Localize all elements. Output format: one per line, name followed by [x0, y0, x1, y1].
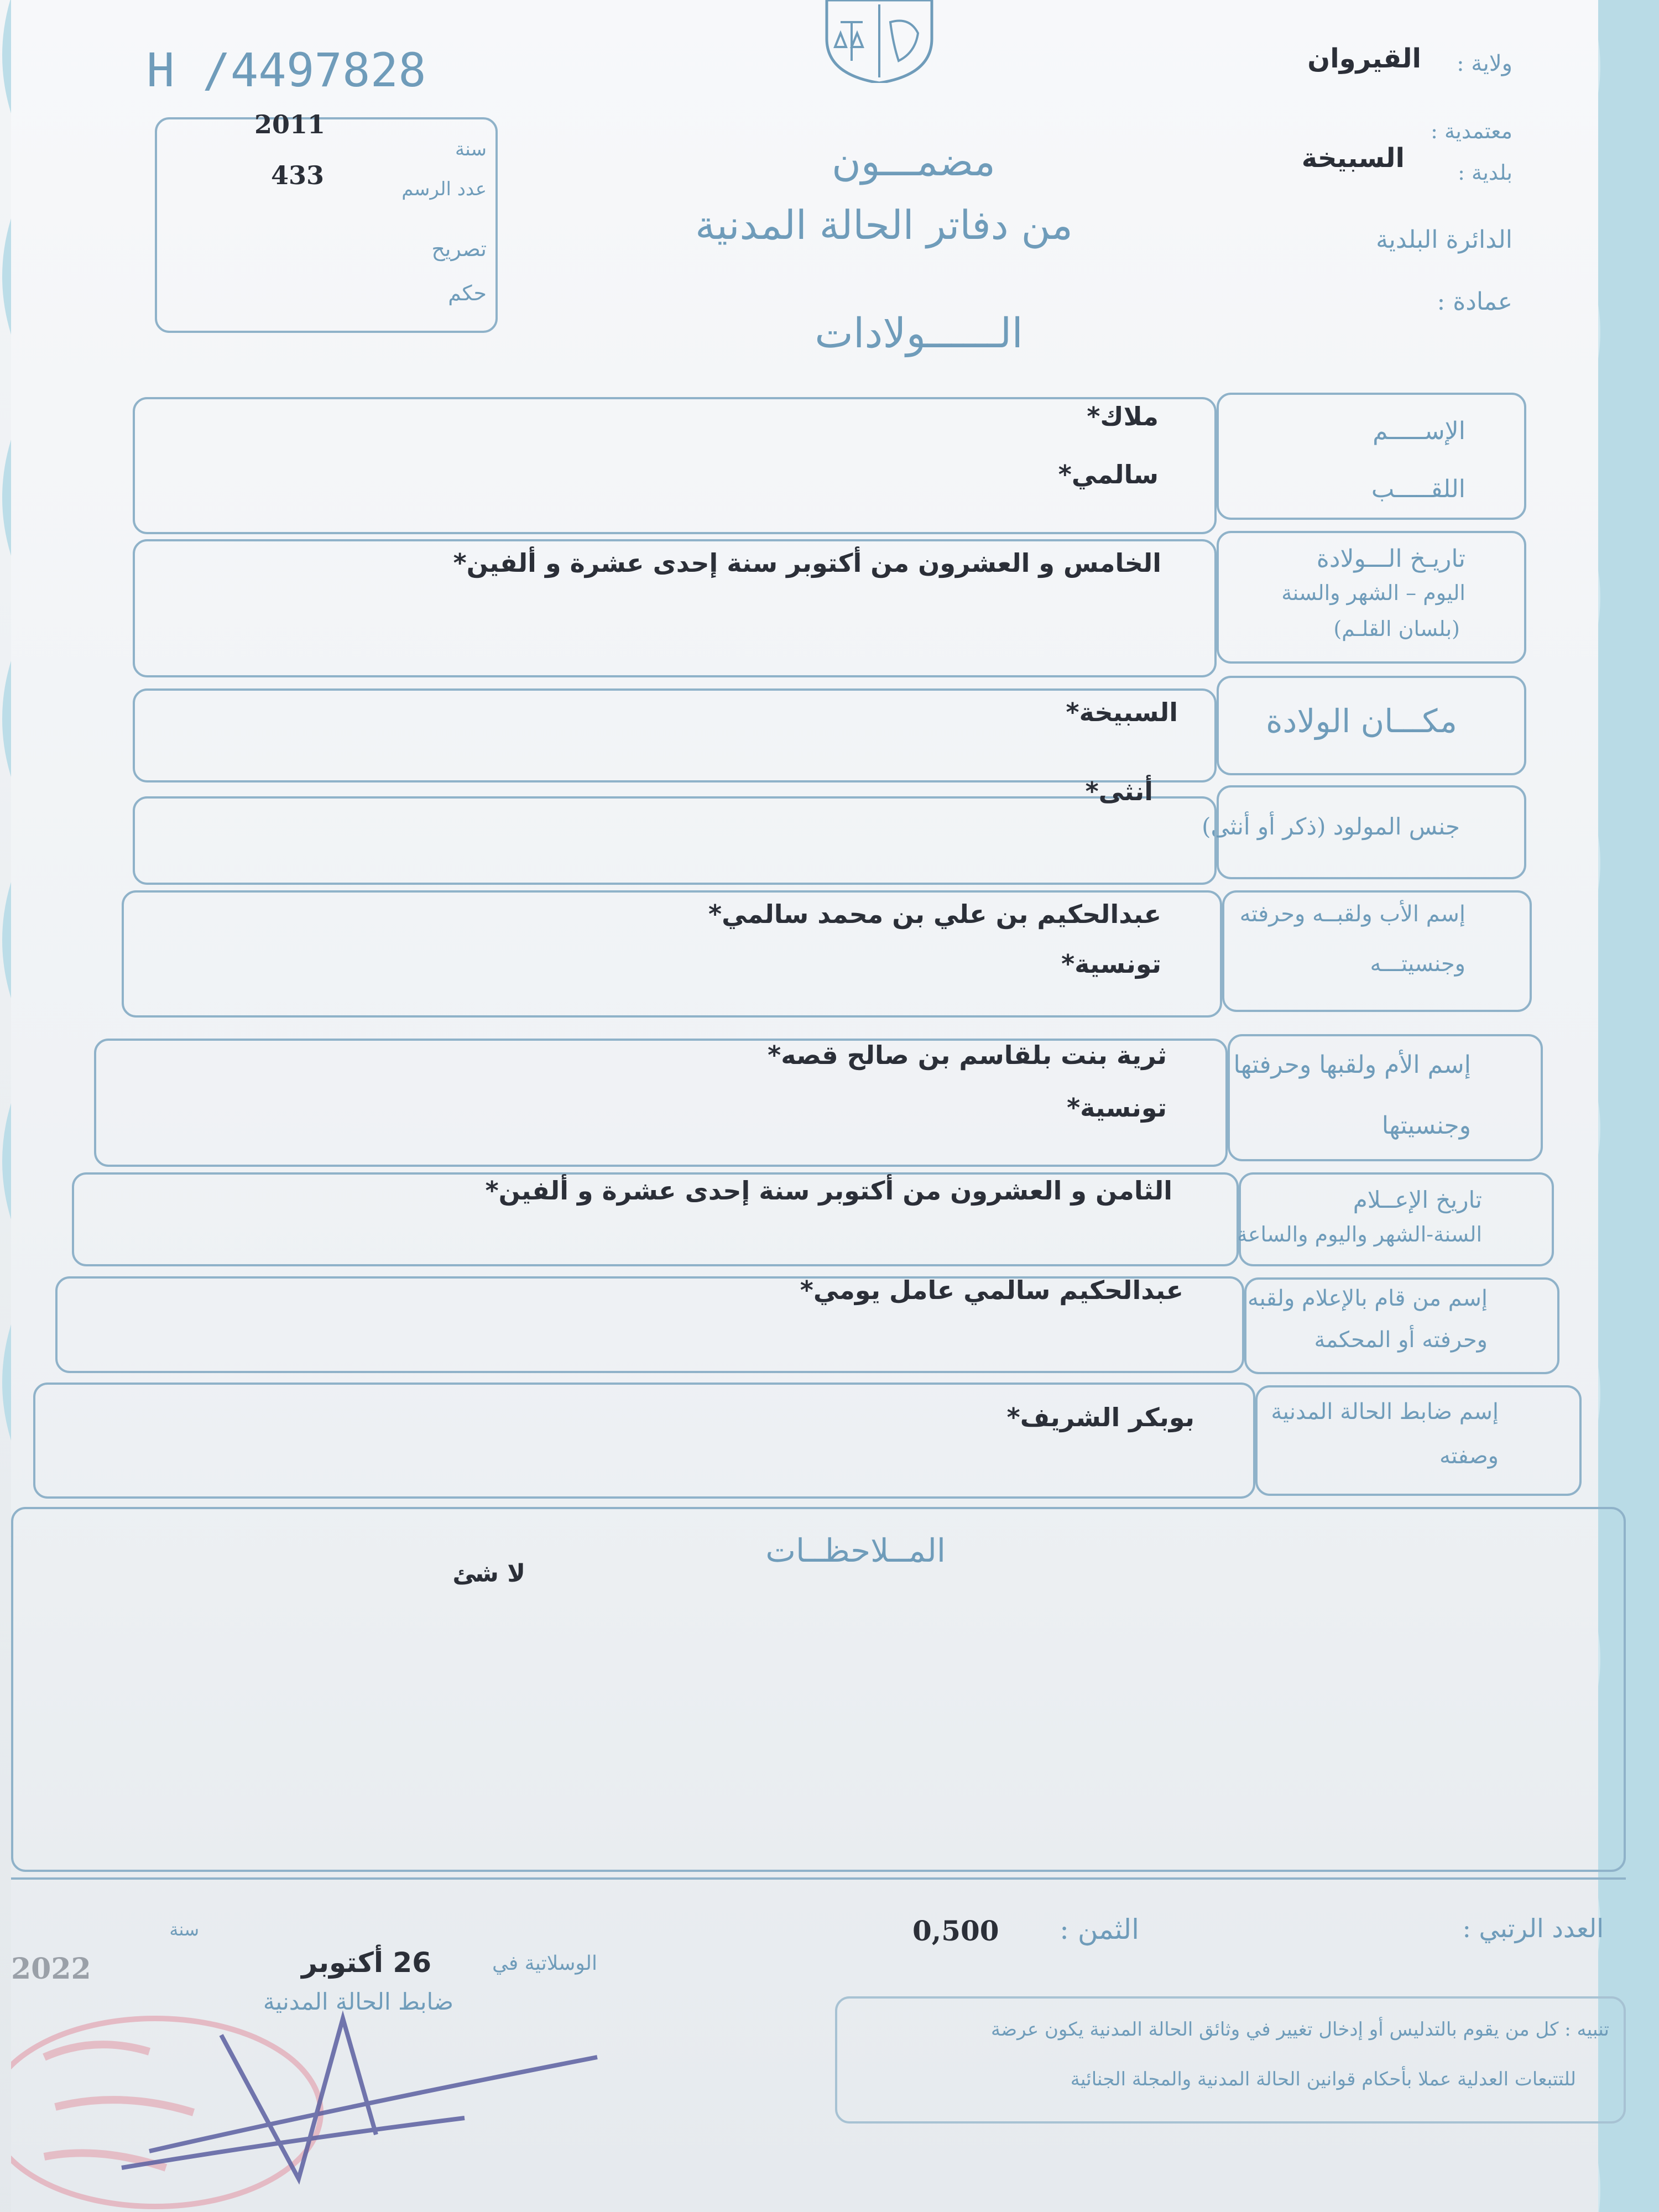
delegation-label: معتمدية :	[1431, 119, 1512, 143]
row-name-label-2: اللقـــــب	[1371, 475, 1465, 503]
birth-date-value: الخامس و العشرون من أكتوبر سنة إحدى عشرة و ألفين*	[453, 548, 1161, 578]
price-label: الثمن :	[1060, 1913, 1139, 1945]
row-declaration-date-label-1: تاريخ الإعــلام	[1353, 1186, 1482, 1213]
warning-line-2: للتتبعات العدلية عملا بأحكام قوانين الحالة المدنية والمجلة الجنائية	[1070, 2068, 1576, 2090]
declaration-date-value: الثامن و العشرون من أكتوبر سنة إحدى عشرة و ألفين*	[485, 1176, 1172, 1206]
serial-number: H /4497828	[147, 43, 426, 97]
father-nationality-value: تونسية*	[1061, 949, 1161, 979]
title-line-2: من دفاتر الحالة المدنية	[695, 202, 1073, 248]
issue-year-value: 2022	[11, 1952, 91, 1986]
governorate-value: القيروان	[1307, 43, 1421, 74]
child-surname: سالمي*	[1058, 460, 1159, 489]
registration-year-value: 2011	[254, 109, 326, 139]
declaration-label: تصريح	[431, 237, 487, 261]
birth-certificate-sheet	[11, 0, 1648, 2212]
registration-number-label: عدد الرسم	[401, 178, 487, 200]
issue-year-label: سنة	[169, 1919, 199, 1940]
warning-box	[835, 1996, 1626, 2124]
official-stamp-and-signature	[11, 1969, 675, 2212]
row-birthplace-label: مكـــان الولادة	[1266, 702, 1457, 740]
row-declaration-date-label-2: السنة-الشهر واليوم والساعة	[1237, 1222, 1482, 1246]
registration-number-value: 433	[271, 160, 325, 190]
row-mother-label-1: إسم الأم ولقبها وحرفتها	[1233, 1051, 1471, 1079]
row-declarant-label-1: إسم من قام بالإعلام ولقبه	[1248, 1286, 1488, 1311]
officer-value: بوبكر الشريف*	[1006, 1402, 1194, 1432]
registration-year-label: سنة	[455, 138, 487, 160]
notes-title: المــلاحظــات	[765, 1532, 946, 1569]
row-officer-label-1: إسم ضابط الحالة المدنية	[1271, 1399, 1499, 1425]
mother-nationality-value: تونسية*	[1067, 1093, 1167, 1123]
municipality-value: السبيخة	[1301, 143, 1405, 174]
row-birthdate-label-3: (بلسان القلـم)	[1333, 617, 1460, 641]
row-birthdate-label-1: تاريـخ الـــولادة	[1316, 545, 1465, 573]
sector-label: عمادة :	[1437, 288, 1512, 316]
row-sex-value-box	[133, 796, 1217, 885]
reg-number-label: العدد الرتبي :	[1462, 1913, 1604, 1943]
declarant-value: عبدالحكيم سالمي عامل يومي*	[800, 1275, 1183, 1305]
issue-date-value: 26 أكتوبر	[301, 1947, 431, 1979]
row-officer-label-2: وصفته	[1439, 1443, 1499, 1469]
row-birthplace-value-box	[133, 688, 1217, 782]
row-father-label-2: وجنسيتـــه	[1370, 951, 1465, 977]
row-birthdate-label-2: اليوم – الشهر والسنة	[1281, 581, 1465, 605]
row-name-value-box	[133, 397, 1217, 534]
section-title: الــــــولادات	[815, 310, 1023, 357]
row-name-label-1: الإســـــم	[1373, 417, 1465, 445]
issue-place-label: الوسلاتية في	[492, 1952, 597, 1975]
officer-title-footer: ضابط الحالة المدنية	[263, 1988, 453, 2015]
row-sex-label: جنس المولود (ذكر أو أنثى)	[1202, 813, 1460, 840]
row-mother-label-2: وجنسيتها	[1381, 1112, 1471, 1140]
warning-line-1: تنبيه : كل من يقوم بالتدليس أو إدخال تغيير في وثائق الحالة المدنية يكون عرضة	[991, 2018, 1609, 2041]
row-father-label-1: إسم الأب ولقبــه وحرفته	[1239, 901, 1465, 927]
notes-value: لا شئ	[452, 1559, 525, 1588]
notes-bottom-rule	[11, 1877, 1626, 1880]
price-value: 0,500	[912, 1914, 999, 1947]
judgment-label: حكم	[448, 281, 487, 305]
registration-box	[155, 117, 498, 333]
municipal-district-label: الدائرة البلدية	[1376, 226, 1512, 254]
father-name-value: عبدالحكيم بن علي بن محمد سالمي*	[708, 899, 1161, 929]
child-first-name: ملاك*	[1087, 401, 1159, 431]
municipality-label: بلدية :	[1458, 160, 1512, 185]
birth-place-value: السبيخة*	[1066, 697, 1178, 727]
governorate-label: ولاية :	[1457, 51, 1512, 76]
row-declarant-label-2: وحرفته أو المحكمة	[1314, 1327, 1488, 1353]
mother-name-value: ثرية بنت بلقاسم بن صالح قصه*	[768, 1040, 1167, 1070]
title-line-1: مضمـــون	[832, 138, 995, 185]
coat-of-arms-emblem	[821, 0, 937, 83]
sex-value: أنثى*	[1085, 776, 1153, 806]
